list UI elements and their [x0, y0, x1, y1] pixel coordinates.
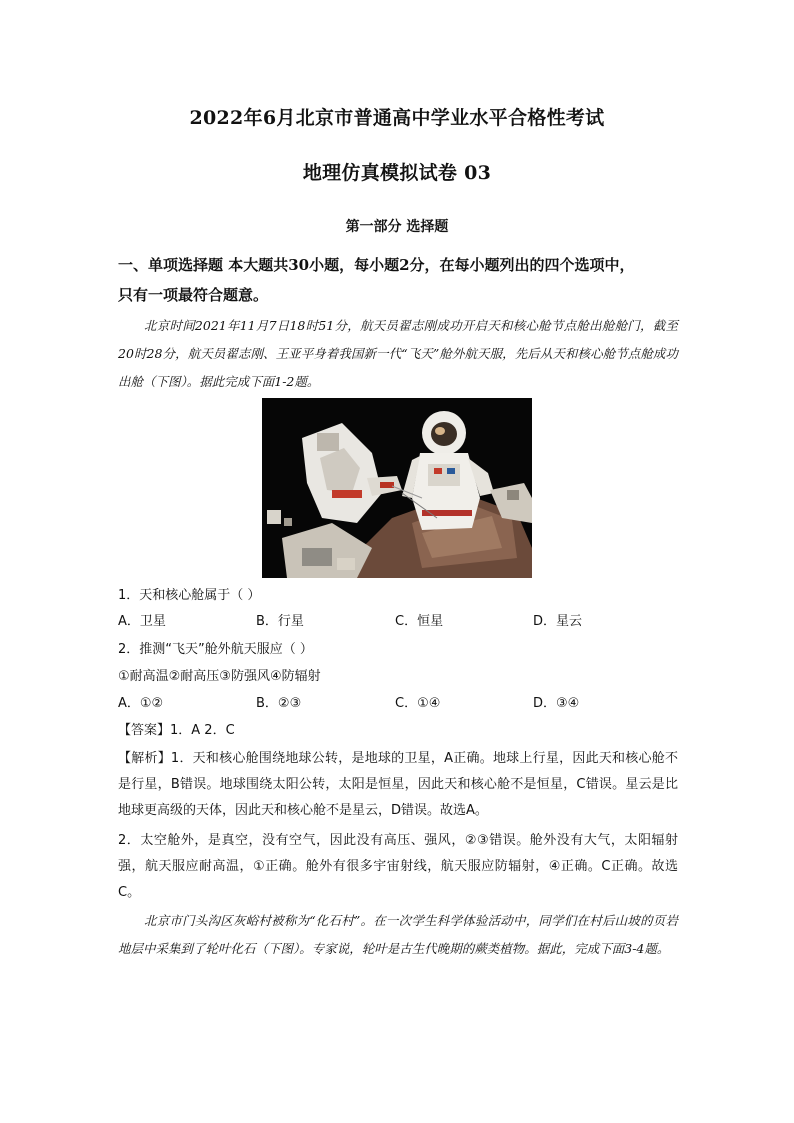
question-2-stem: 2．推测“飞天”舱外航天服应（ ） — [118, 642, 313, 657]
question-2-option-a: A．①② — [118, 696, 164, 711]
passage-1: 北京时间2021年11月7日18时51分，航天员翟志刚成功开启天和核心舱节点舱出舱舱门，截至20时28分，航天员翟志刚、王亚平身着我国新一代“飞天”舱外航天服，先后从天和核心舱节点舱成功出舱（下图）。据此完成下面1-2题。 — [118, 318, 678, 389]
question-1-option-b: B．行星 — [256, 614, 304, 629]
astronaut-spacewalk-photo — [262, 398, 532, 578]
answer-key: 【答案】1．A 2．C — [118, 723, 235, 738]
question-1-stem: 1．天和核心舱属于（ ） — [118, 588, 261, 603]
analysis-2: 2．太空舱外，是真空，没有空气，因此没有高压、强风，②③错误。舱外没有大气，太阳辐射强，航天服应耐高温，①正确。舱外有很多宇宙射线，航天服应防辐射，④正确。C正确。故选C。 — [118, 833, 678, 900]
part-heading: 第一部分 选择题 — [345, 219, 449, 235]
exam-subtitle: 地理仿真模拟试卷 03 — [302, 162, 492, 184]
analysis-1: 【解析】1．天和核心舱围绕地球公转，是地球的卫星，A正确。地球上行星，因此天和核心舱不是行星，B错误。地球围绕太阳公转，太阳是恒星，因此天和核心舱不是恒星，C错误。星云是比地球更高级的天体，因此天和核心舱不是星云，D错误。故选A。 — [118, 751, 678, 818]
passage-2: 北京市门头沟区灰峪村被称为“化石村”。在一次学生科学体验活动中，同学们在村后山坡的页岩地层中采集到了轮叶化石（下图）。专家说，轮叶是古生代晚期的蕨类植物。据此，完成下面3-4题。 — [118, 913, 678, 956]
section-instruction-line1: 一、单项选择题 本大题共30小题，每小题2分，在每小题列出的四个选项中， — [118, 256, 635, 274]
question-2-statements: ①耐高温②耐高压③防强风④防辐射 — [118, 669, 321, 684]
exam-title: 2022年6月北京市普通高中学业水平合格性考试 — [189, 107, 605, 129]
question-2-option-b: B．②③ — [256, 696, 302, 711]
question-1-option-a: A．卫星 — [118, 614, 166, 629]
question-2-option-c: C．①④ — [395, 696, 441, 711]
section-instruction-line2: 只有一项最符合题意。 — [118, 286, 269, 304]
question-1-option-c: C．恒星 — [395, 614, 444, 629]
question-2-option-d: D．③④ — [533, 696, 580, 711]
question-1-option-d: D．星云 — [533, 614, 583, 629]
